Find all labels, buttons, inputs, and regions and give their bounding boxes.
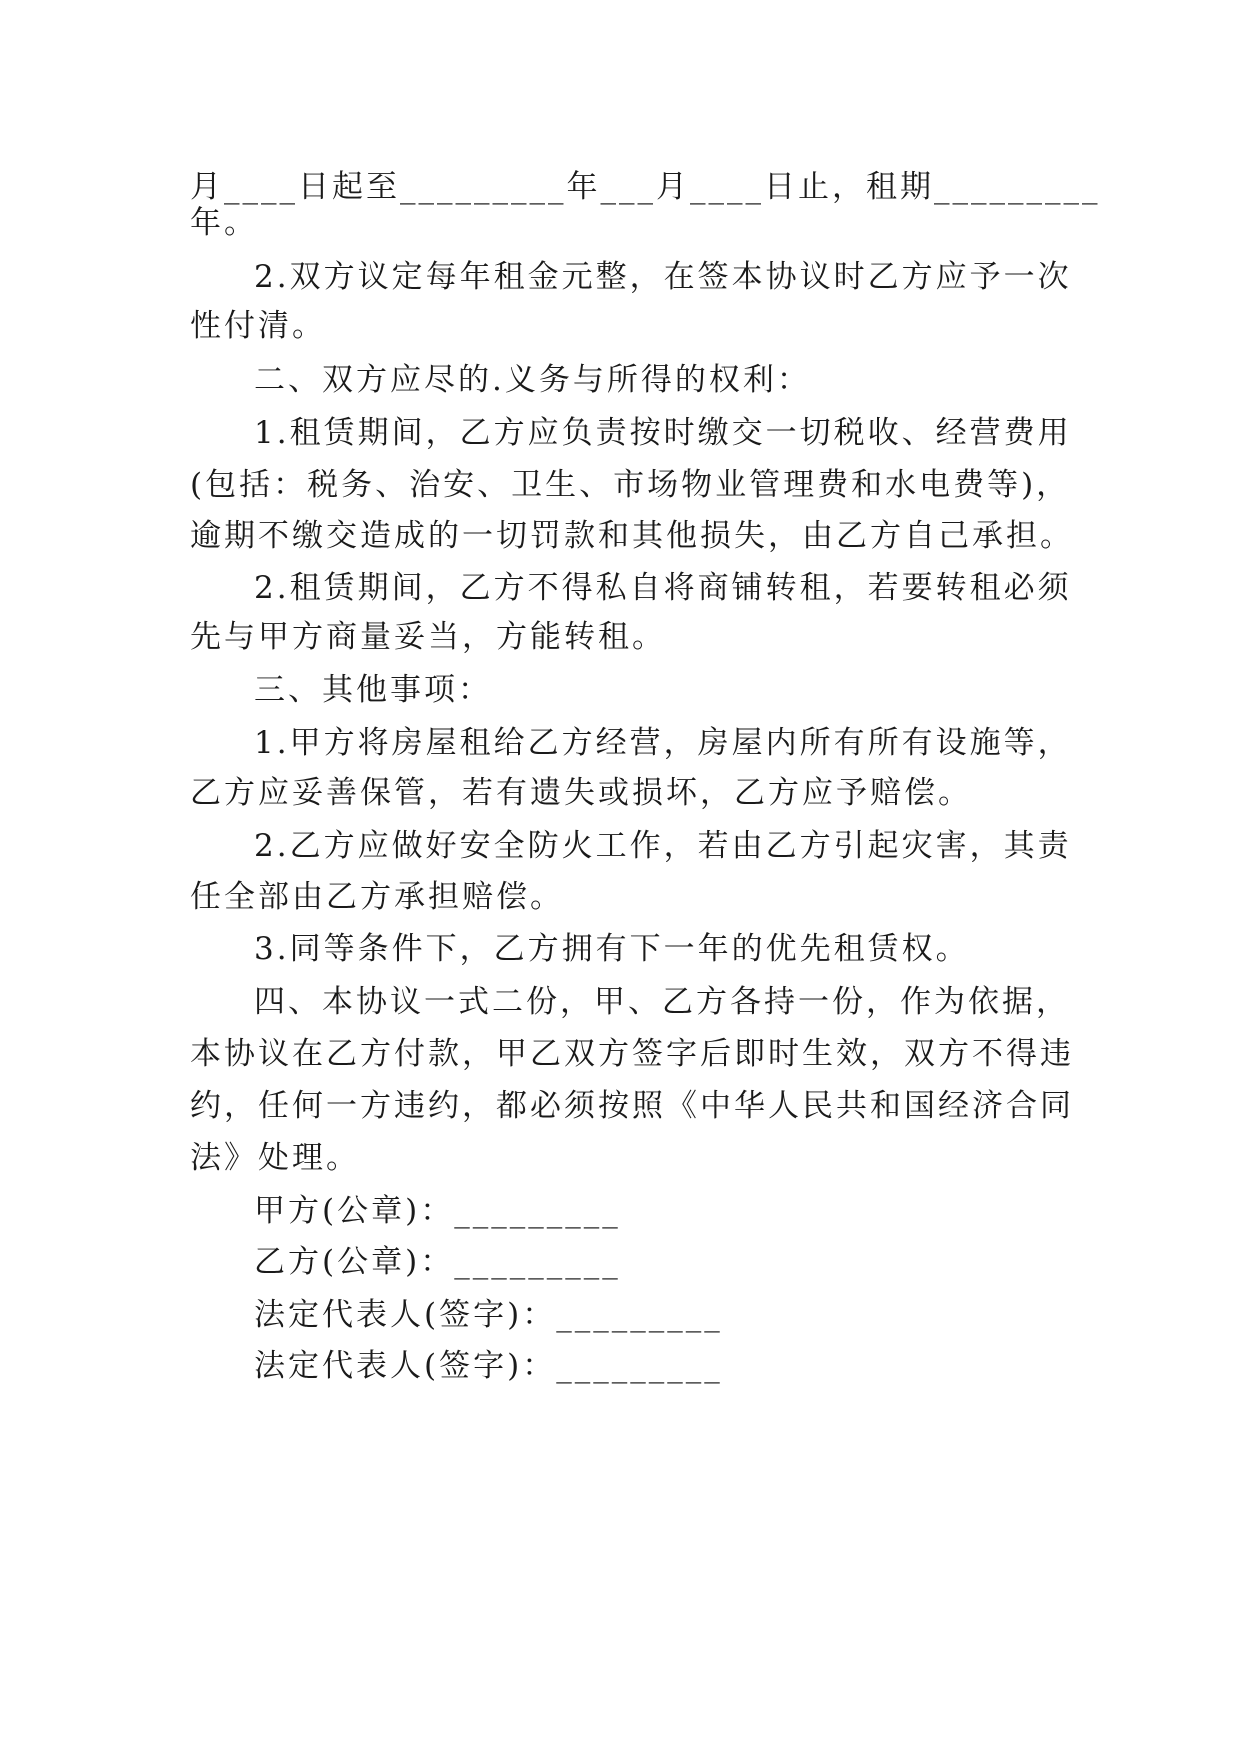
signature-line-representative: 法定代表人(签字)：_________ bbox=[254, 1297, 723, 1333]
section-heading: 三、其他事项： bbox=[254, 672, 492, 708]
text-line: 3.同等条件下，乙方拥有下一年的优先租赁权。 bbox=[254, 931, 970, 967]
text-line: 月____日起至_________年___月____日止，租期_________ bbox=[190, 169, 1101, 205]
signature-line-party-a: 甲方(公章)：_________ bbox=[254, 1193, 621, 1229]
text-line: 2.乙方应做好安全防火工作，若由乙方引起灾害，其责 bbox=[254, 828, 1072, 864]
text-line: 约，任何一方违约，都必须按照《中华人民共和国经济合同 bbox=[190, 1088, 1074, 1124]
text-line: 2.租赁期间，乙方不得私自将商铺转租，若要转租必须 bbox=[254, 570, 1072, 606]
text-line: (包括：税务、治安、卫生、市场物业管理费和水电费等)， bbox=[190, 467, 1071, 503]
text-line: 性付清。 bbox=[190, 308, 326, 344]
text-line: 法》处理。 bbox=[190, 1140, 360, 1176]
text-line: 逾期不缴交造成的一切罚款和其他损失，由乙方自己承担。 bbox=[190, 518, 1074, 554]
text-line: 1.甲方将房屋租给乙方经营，房屋内所有所有设施等， bbox=[254, 725, 1072, 761]
text-line: 先与甲方商量妥当，方能转租。 bbox=[190, 619, 666, 655]
signature-line-representative: 法定代表人(签字)：_________ bbox=[254, 1348, 723, 1384]
text-line: 2.双方议定每年租金元整，在签本协议时乙方应予一次 bbox=[254, 259, 1072, 295]
text-line: 年。 bbox=[190, 205, 258, 241]
text-line: 乙方应妥善保管，若有遗失或损坏，乙方应予赔偿。 bbox=[190, 775, 972, 811]
text-line: 1.租赁期间，乙方应负责按时缴交一切税收、经营费用 bbox=[254, 415, 1072, 451]
text-line: 本协议在乙方付款，甲乙双方签字后即时生效，双方不得违 bbox=[190, 1036, 1074, 1072]
section-heading: 四、本协议一式二份，甲、乙方各持一份，作为依据， bbox=[254, 984, 1070, 1020]
text-line: 任全部由乙方承担赔偿。 bbox=[190, 879, 564, 915]
section-heading: 二、双方应尽的.义务与所得的权利： bbox=[254, 362, 811, 398]
signature-line-party-b: 乙方(公章)：_________ bbox=[254, 1244, 621, 1280]
